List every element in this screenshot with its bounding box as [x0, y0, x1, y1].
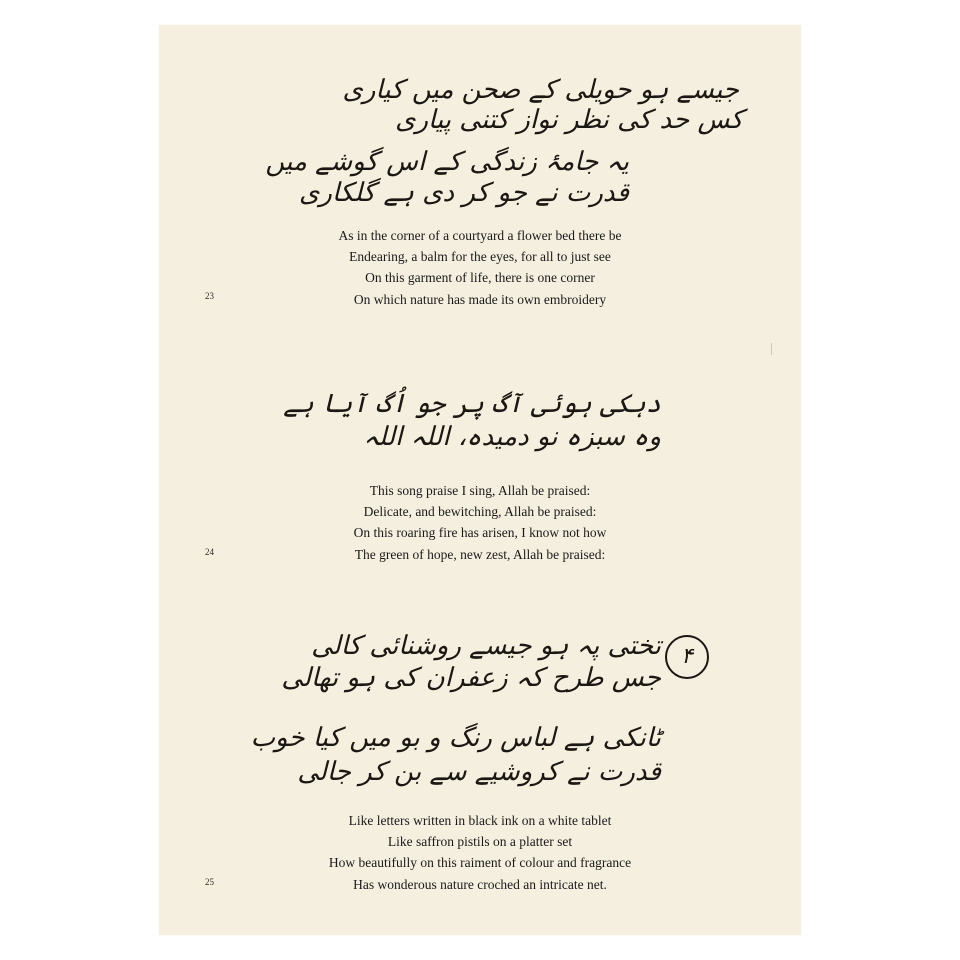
- translation-line: This song praise I sing, Allah be praised:: [369, 483, 591, 498]
- translation-line: As in the corner of a courtyard a flower bed there be: [338, 228, 622, 243]
- urdu-line: دہکی ہوئی آگ پر جو اُگ آیا ہے: [283, 389, 661, 419]
- verse-number: 24: [205, 547, 214, 557]
- urdu-line: ٹانکی ہے لباس رنگ و بو میں کیا خوب: [250, 723, 661, 753]
- urdu-line: یہ جامۂ زندگی کے اس گوشے میں: [265, 147, 629, 177]
- verse-number: 23: [205, 291, 214, 301]
- english-translation: [159, 225, 801, 310]
- urdu-line: قدرت نے کروشیے سے بن کر جالی: [297, 757, 661, 787]
- stanza-circle-number: ۴: [665, 635, 709, 679]
- translation-line: Endearing, a balm for the eyes, for all to just see: [349, 249, 611, 265]
- english-translation: [159, 480, 801, 565]
- urdu-line: وہ سبزہ نو دمیدہ، اللہ اللہ: [363, 422, 661, 452]
- translation-line: On which nature has made its own embroidery: [353, 291, 607, 307]
- translation-line: Like saffron pistils on a platter set: [387, 834, 573, 850]
- english-translation: [159, 810, 801, 895]
- urdu-line: قدرت نے جو کر دی ہے گلکاری: [299, 178, 629, 208]
- translation-line: How beautifully on this raiment of colour and fragrance: [328, 855, 632, 871]
- urdu-line: کس حد کی نظر نواز کتنی پیاری: [395, 105, 743, 135]
- translation-line: Like letters written in black ink on a white tablet: [348, 813, 612, 828]
- book-page: [159, 25, 801, 935]
- translation-line: On this garment of life, there is one corner: [365, 270, 595, 286]
- translation-line: Delicate, and bewitching, Allah be praised:: [363, 504, 597, 520]
- urdu-line: تختی پہ ہو جیسے روشنائی کالی: [311, 631, 661, 661]
- translation-line: On this roaring fire has arisen, I know not how: [353, 525, 607, 541]
- urdu-line: جیسے ہو حویلی کے صحن میں کیاری: [342, 75, 739, 105]
- page-mark: [771, 343, 772, 355]
- verse-number: 25: [205, 877, 214, 887]
- translation-line: The green of hope, new zest, Allah be praised:: [354, 546, 606, 562]
- translation-line: Has wonderous nature croched an intricate net.: [353, 876, 607, 892]
- urdu-line: جس طرح کہ زعفران کی ہو تھالی: [281, 663, 661, 693]
